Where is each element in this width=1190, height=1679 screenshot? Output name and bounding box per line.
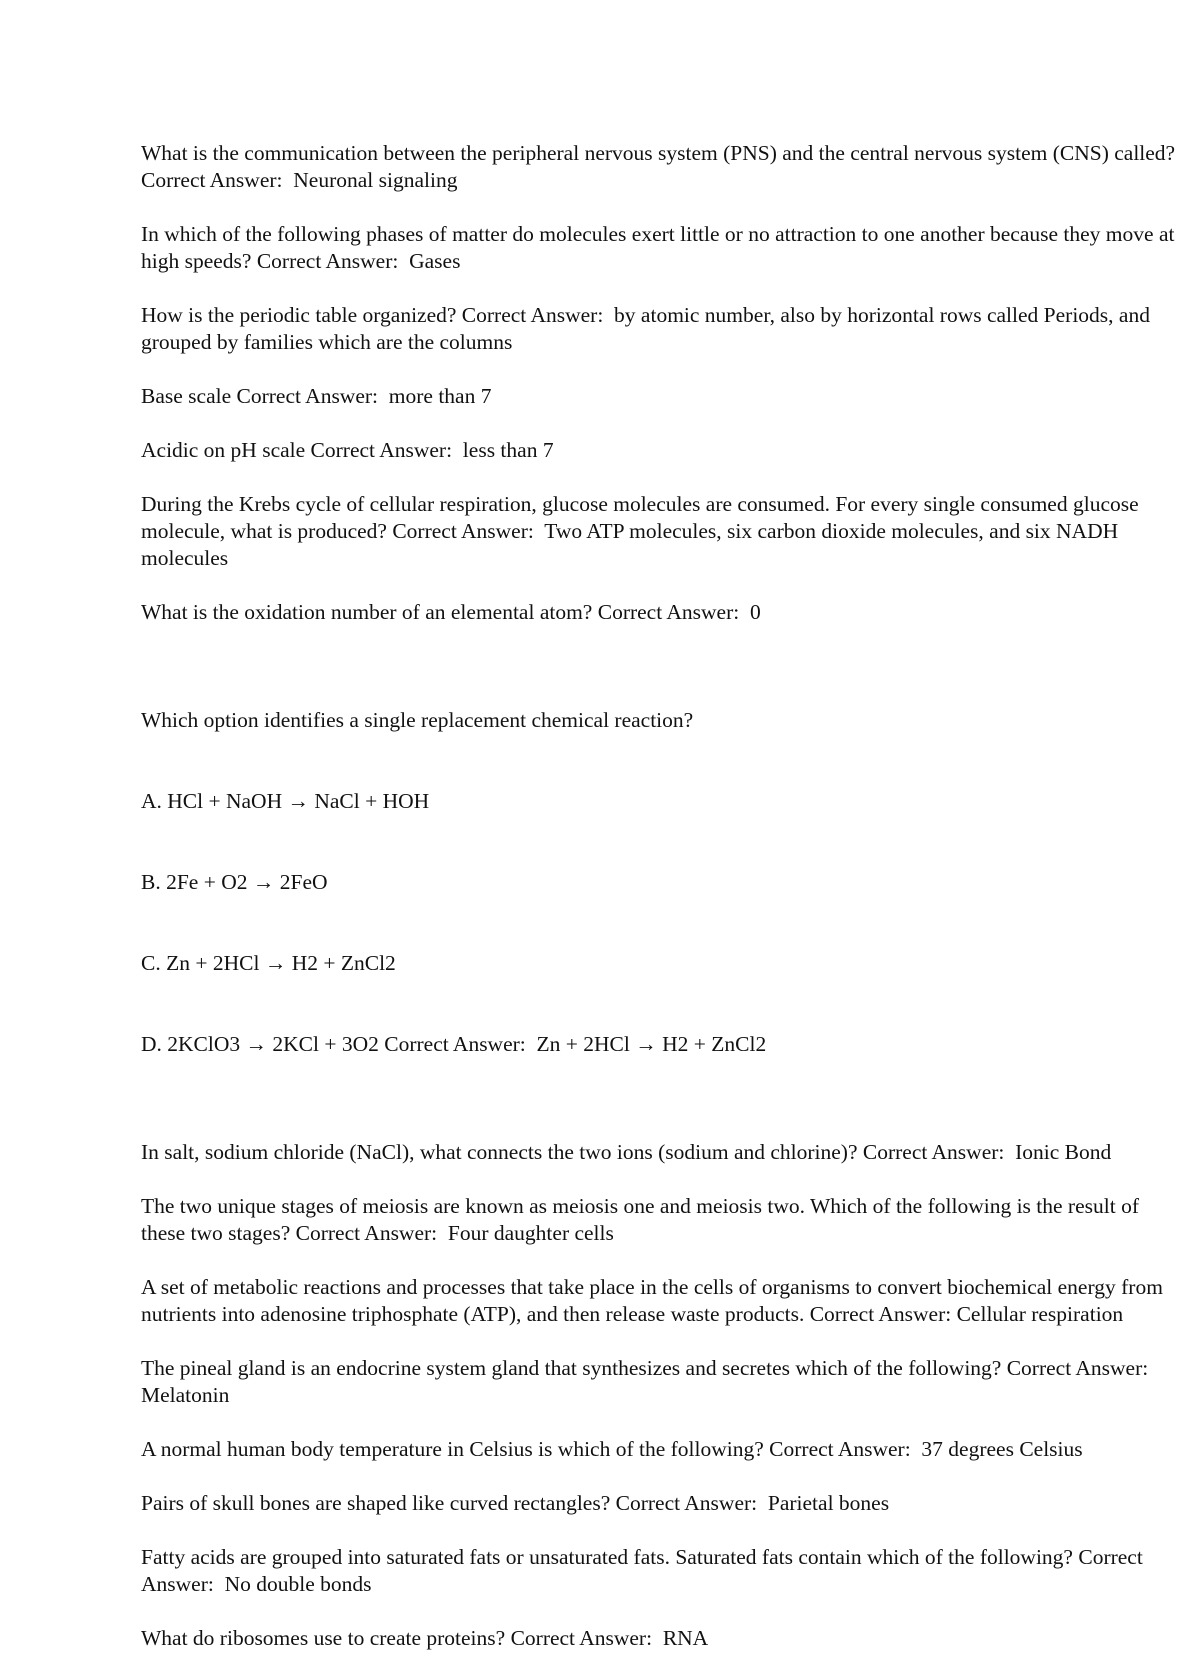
reaction-option-b: B. 2Fe + O2 → 2FeO bbox=[141, 870, 328, 894]
qa-item: Pairs of skull bones are shaped like curved rectangles? Correct Answer: Parietal bones bbox=[141, 1491, 890, 1515]
qa-item: In which of the following phases of matter do molecules exert little or no attraction to one another because they move at high speeds? Correct Answer: Gases bbox=[141, 222, 1180, 273]
reaction-question-prompt: Which option identifies a single replacement chemical reaction? bbox=[141, 708, 694, 732]
qa-item: In salt, sodium chloride (NaCl), what connects the two ions (sodium and chlorine)? Correct Answer: Ionic Bond bbox=[141, 1140, 1112, 1164]
qa-item: Base scale Correct Answer: more than 7 bbox=[141, 384, 492, 408]
reaction-question bbox=[141, 653, 1186, 1112]
qa-item: What is the oxidation number of an elemental atom? Correct Answer: 0 bbox=[141, 600, 761, 624]
qa-item: What is the communication between the peripheral nervous system (PNS) and the central nervous system (CNS) called? Correct Answer: Neuronal signaling bbox=[141, 141, 1181, 192]
reaction-option-c: C. Zn + 2HCl → H2 + ZnCl2 bbox=[141, 951, 396, 975]
qa-item: The pineal gland is an endocrine system gland that synthesizes and secretes which of the following? Correct Answer: Melatonin bbox=[141, 1356, 1159, 1407]
qa-item: During the Krebs cycle of cellular respiration, glucose molecules are consumed. For every single consumed glucose molecule, what is produced? Correct Answer: Two ATP molecules, six carbon dioxide molecules, and six NADH molecules bbox=[141, 492, 1145, 570]
qa-item: The two unique stages of meiosis are known as meiosis one and meiosis two. Which of the following is the result of these two stages? Correct Answer: Four daughter cells bbox=[141, 1194, 1145, 1245]
qa-item: Fatty acids are grouped into saturated fats or unsaturated fats. Saturated fats contain which of the following? Correct Answer: No double bonds bbox=[141, 1545, 1148, 1596]
qa-item: A normal human body temperature in Celsius is which of the following? Correct Answer: 37 degrees Celsius bbox=[141, 1437, 1083, 1461]
qa-item: How is the periodic table organized? Correct Answer: by atomic number, also by horizontal rows called Periods, and grouped by families which are the columns bbox=[141, 303, 1156, 354]
qa-item: A set of metabolic reactions and processes that take place in the cells of organisms to convert biochemical energy from nutrients into adenosine triphosphate (ATP), and then release waste products. Correct Answer: Cellular respiration bbox=[141, 1275, 1169, 1326]
document-body bbox=[141, 140, 1186, 1679]
reaction-option-a: A. HCl + NaOH → NaCl + HOH bbox=[141, 789, 430, 813]
qa-item: Acidic on pH scale Correct Answer: less than 7 bbox=[141, 438, 554, 462]
reaction-option-d-answer: D. 2KClO3 → 2KCl + 3O2 Correct Answer: Zn + 2HCl → H2 + ZnCl2 bbox=[141, 1032, 767, 1056]
qa-item: What do ribosomes use to create proteins? Correct Answer: RNA bbox=[141, 1626, 709, 1650]
